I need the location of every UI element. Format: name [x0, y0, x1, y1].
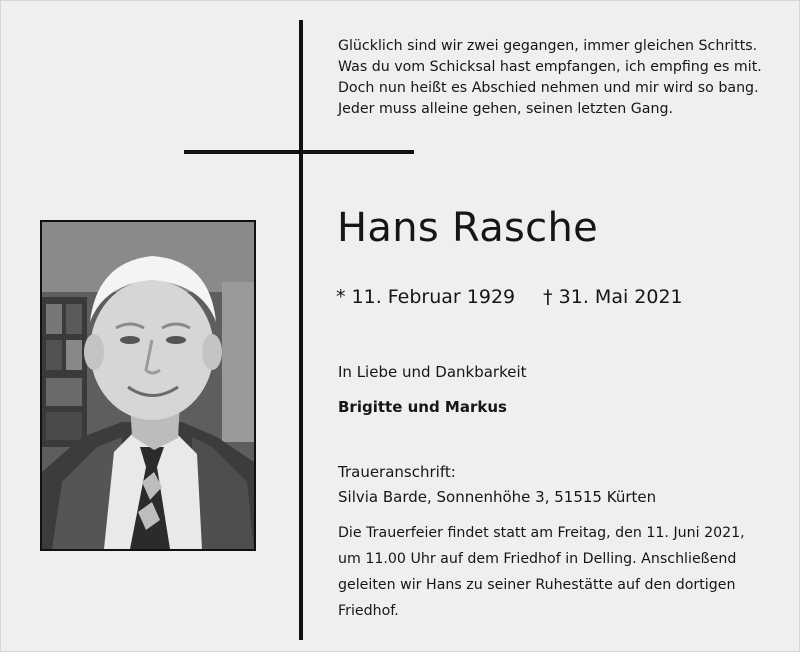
cross-horizontal-bar: [184, 150, 414, 154]
address-label: Traueranschrift:: [338, 463, 456, 481]
portrait-photo: [40, 220, 256, 551]
service-notice: [338, 520, 788, 624]
poem-line: Jeder muss alleine gehen, seinen letzten Gang.: [338, 101, 673, 117]
mourners-names: Brigitte und Markus: [338, 398, 507, 416]
mourners-intro: In Liebe und Dankbarkeit: [338, 363, 527, 381]
birth-date: * 11. Februar 1929: [336, 286, 516, 308]
service-line: Friedhof.: [338, 603, 399, 619]
service-line: um 11.00 Uhr auf dem Friedhof in Delling. Anschließend: [338, 551, 737, 567]
service-line: geleiten wir Hans zu seiner Ruhestätte auf den dortigen: [338, 577, 736, 593]
cross-vertical-bar: [299, 20, 303, 640]
poem-line: Was du vom Schicksal hast empfangen, ich empfing es mit.: [338, 59, 762, 75]
death-date: † 31. Mai 2021: [543, 286, 683, 308]
deceased-name: Hans Rasche: [337, 205, 599, 251]
life-dates: [336, 284, 683, 310]
service-line: Die Trauerfeier findet statt am Freitag, den 11. Juni 2021,: [338, 525, 745, 541]
poem: [338, 36, 788, 120]
address-value: Silvia Barde, Sonnenhöhe 3, 51515 Kürten: [338, 488, 657, 506]
poem-line: Doch nun heißt es Abschied nehmen und mir wird so bang.: [338, 80, 759, 96]
poem-line: Glücklich sind wir zwei gegangen, immer gleichen Schritts.: [338, 38, 758, 54]
